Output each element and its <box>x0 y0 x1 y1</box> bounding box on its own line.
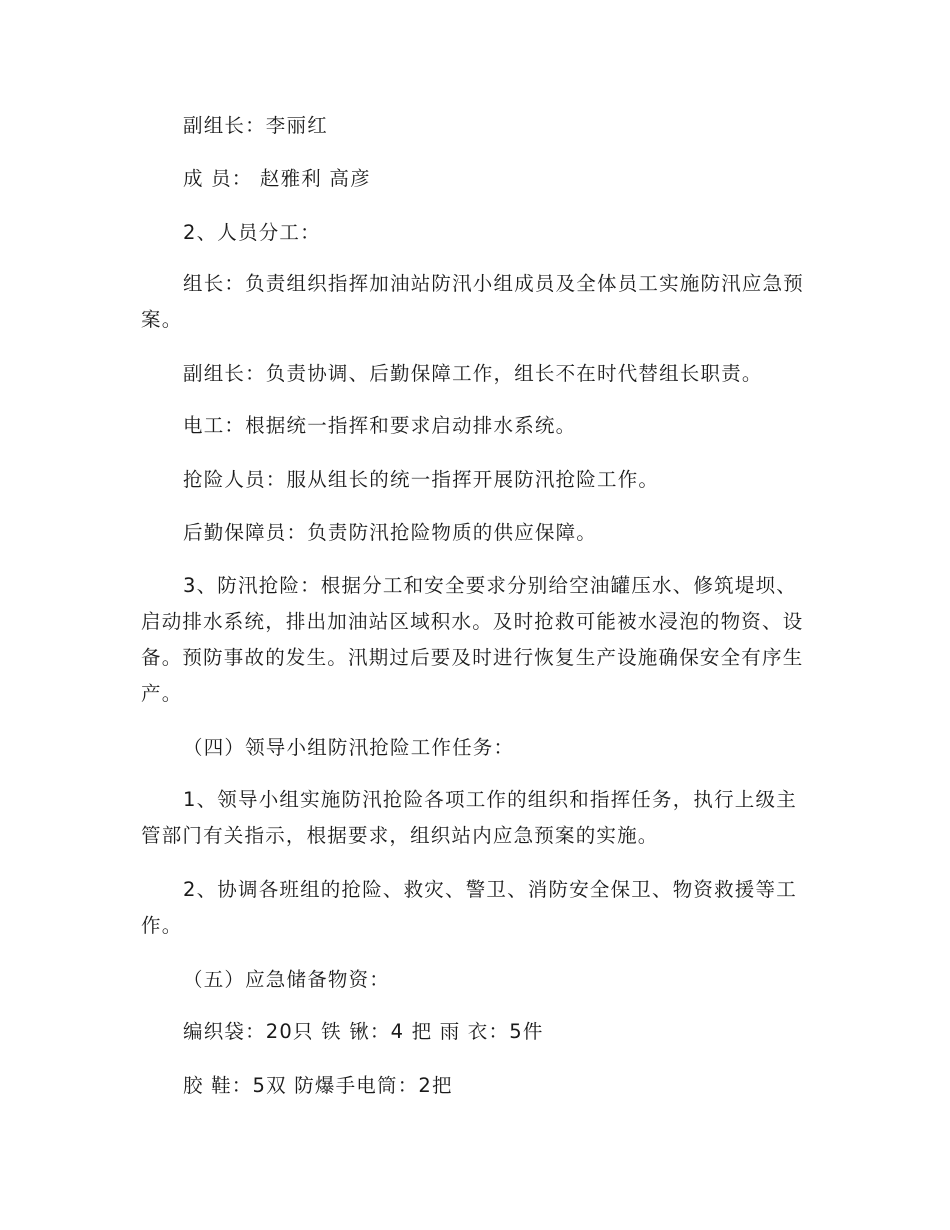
paragraph-deputy-leader: 副组长：李丽红 <box>183 114 328 137</box>
paragraph-section-five-heading: （五）应急储备物资： <box>183 968 391 991</box>
paragraph-deputy-duty: 副组长：负责协调、后勤保障工作，组长不在时代替组长职责。 <box>183 362 763 385</box>
paragraph-flood-rescue: 3、防汛抢险：根据分工和安全要求分别给空油罐压水、修筑堤坝、启动排水系统，排出加油站区域积水。及时抢救可能被水浸泡的物资、设备。预防事故的发生。汛期过后要及时进行恢复生产设施确保安全有序生产。 <box>141 574 804 705</box>
paragraph-section-four-heading: （四）领导小组防汛抢险工作任务： <box>183 736 515 759</box>
paragraph-leader-duty: 组长：负责组织指挥加油站防汛小组成员及全体员工实施防汛应急预案。 <box>141 272 805 331</box>
paragraph-electrician-duty: 电工：根据统一指挥和要求启动排水系统。 <box>183 414 577 437</box>
paragraph-task-one: 1、领导小组实施防汛抢险各项工作的组织和指挥任务，执行上级主管部门有关指示，根据要求，组织站内应急预案的实施。 <box>141 788 797 847</box>
paragraph-supplies-line-two: 胶 鞋：5双 防爆手电筒：2把 <box>183 1074 453 1097</box>
paragraph-division-heading: 2、人员分工： <box>183 221 321 244</box>
paragraph-members: 成 员： 赵雅利 高彦 <box>183 167 371 190</box>
paragraph-rescue-duty: 抢险人员：服从组长的统一指挥开展防汛抢险工作。 <box>183 468 660 491</box>
paragraph-supplies-line-one: 编织袋：20只 铁 锹：4 把 雨 衣：5件 <box>183 1020 544 1043</box>
paragraph-logistics-duty: 后勤保障员：负责防汛抢险物质的供应保障。 <box>183 521 598 544</box>
paragraph-task-two: 2、协调各班组的抢险、救灾、警卫、消防安全保卫、物资救援等工作。 <box>141 878 797 937</box>
